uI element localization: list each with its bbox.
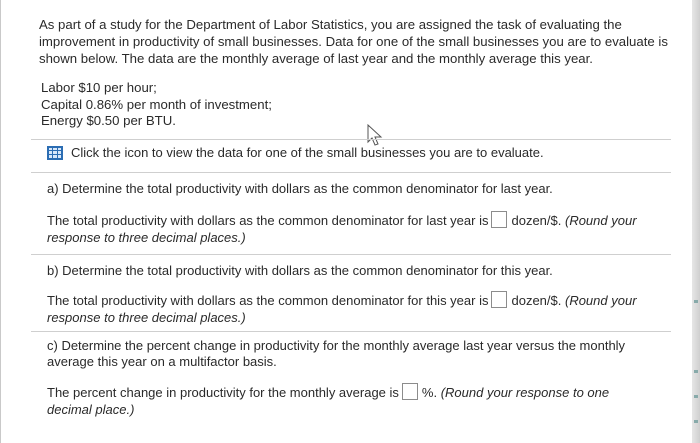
part-b-answer <box>47 291 687 326</box>
part-a-hint: (Round your response to three decimal places.) <box>47 213 637 245</box>
capital-cost: Capital 0.86% per month of investment; <box>41 96 272 112</box>
part-b-question: b) Determine the total productivity with dollars as the common denominator for this year. <box>47 263 553 278</box>
data-link-text: Click the icon to view the data for one of the small businesses you are to evaluate. <box>71 145 544 160</box>
part-c-answer <box>47 383 647 418</box>
part-b-input[interactable] <box>491 291 507 308</box>
part-a-unit: dozen/$. <box>511 213 562 228</box>
part-a-input[interactable] <box>491 211 507 228</box>
part-c-unit: %. <box>421 385 438 400</box>
divider <box>31 139 671 140</box>
table-grid-icon[interactable] <box>47 146 63 160</box>
energy-cost: Energy $0.50 per BTU. <box>41 113 176 128</box>
divider <box>31 254 671 255</box>
part-c-input[interactable] <box>402 383 418 400</box>
divider <box>31 172 671 173</box>
part-b-prefix: The total productivity with dollars as the common denominator for this year is <box>47 293 489 308</box>
window-edge <box>692 0 700 443</box>
divider <box>31 331 671 332</box>
data-link-row <box>47 145 544 160</box>
labor-cost: Labor $10 per hour; <box>41 80 157 95</box>
part-c-prefix: The percent change in productivity for the monthly average is <box>47 385 399 400</box>
part-a-question: a) Determine the total productivity with dollars as the common denominator for last year. <box>47 181 553 196</box>
part-b-unit: dozen/$. <box>511 293 562 308</box>
cost-givens <box>41 80 341 130</box>
problem-intro: As part of a study for the Department of Labor Statistics, you are assigned the task of evaluating the improvement in productivity of small businesses. Data for one of the small businesses you are to evaluate is shown below. The data are the monthly average of last year and the monthly average this year. <box>39 17 668 66</box>
part-a-answer <box>47 211 687 246</box>
part-a-prefix: The total productivity with dollars as the common denominator for last year is <box>47 213 489 228</box>
part-c-hint: (Round your response to one decimal place.) <box>47 385 610 417</box>
part-b-hint: (Round your response to three decimal places.) <box>47 293 637 325</box>
part-c-question: c) Determine the percent change in productivity for the monthly average last year versus the monthly average this year on a multifactor basis. <box>47 338 626 369</box>
